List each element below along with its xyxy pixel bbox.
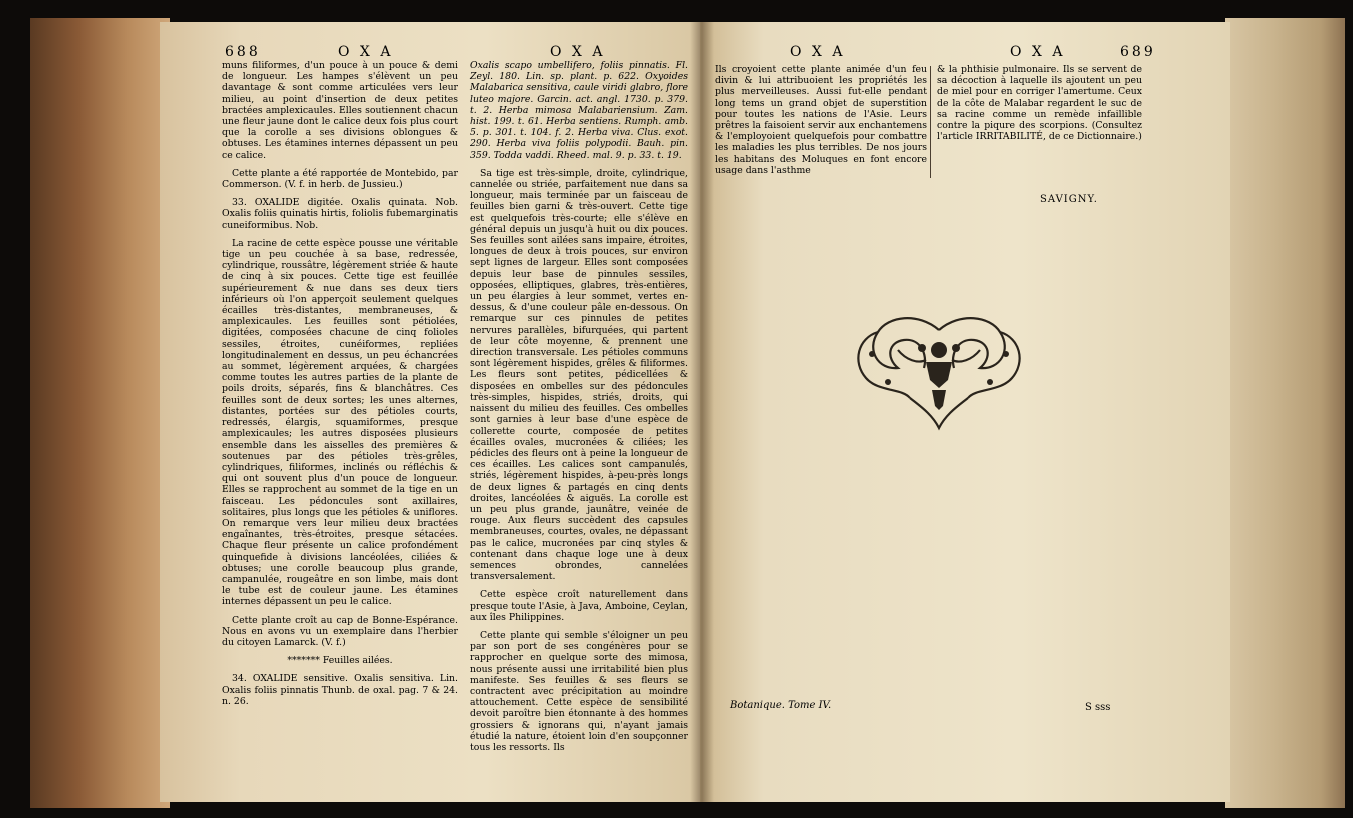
left-page-edges — [30, 18, 170, 808]
right-running-head-1: O X A — [790, 44, 846, 60]
paragraph: Cette plante qui semble s'éloigner un peu par son port de ses congénères pour se rapprocher en quelque sorte des mimosa, nous présente aussi une irritabilité bien plus manifeste. Ses feuilles & ses fleurs se contractent avec précipitation au moindre attouchement. Cette espèce de sensibilité devoit paroître bien étonnante à des hommes grossiers & ignorans qui, n'ayant jamais étudié la nature, étoient loin d'en soupçonner tous les ressorts. Ils — [470, 629, 688, 753]
paragraph: Cette plante a été rapportée de Montebido, par Commerson. (V. f. in herb. de Jussieu.) — [222, 167, 458, 191]
paragraph: Cette plante croît au cap de Bonne-Espérance. Nous en avons vu un exemplaire dans l'herbier du citoyen Lamarck. (V. f.) — [222, 614, 458, 648]
paragraph: Cette espèce croît naturellement dans presque toute l'Asie, à Java, Amboine, Ceylan, aux îles Philippines. — [470, 589, 688, 623]
right-page-column-1 — [715, 64, 927, 183]
paragraph: 33. OXALIDE digitée. Oxalis quinata. Nob. Oxalis foliis quinatis hirtis, foliolis fubemarginatis cuneiformibus. Nob. — [222, 197, 458, 231]
footer-signature-mark: S sss — [1085, 702, 1111, 713]
left-running-head-1: O X A — [338, 44, 394, 60]
section-heading: ******* Feuilles ailées. — [287, 655, 393, 667]
right-page-column-2 — [937, 64, 1142, 149]
left-running-head-2: O X A — [550, 44, 606, 60]
book-gutter — [690, 22, 714, 802]
paragraph: & la phthisie pulmonaire. Ils se servent de sa décoction à laquelle ils ajoutent un peu de miel pour en corriger l'amertume. Ceux de la côte de Malabar regardent le suc de sa racine comme un remède infaillible contre la piqure des scorpions. (Consultez l'article IRRITABILITÉ, de ce Dictionnaire.) — [937, 64, 1142, 143]
paragraph: Oxalis scapo umbellifero, foliis pinnatis. Fl. Zeyl. 180. Lin. sp. plant. p. 622. Oxyoides Malabarica sensitiva, caule viridi glabro, flore luteo majore. Garcin. act. angl. 1730. p. 379. t. 2. Herba mimosa Malabariensium. Zam. hist. 199. t. 61. Herba sentiens. Rumph. amb. 5. p. 301. t. 104. f. 2. Herba viva. Clus. exot. 290. Herba viva foliis polypodii. Bauh. pin. 359. Todda vaddi. Rheed. mal. 9. p. 33. t. 19. — [470, 60, 688, 161]
fleuron-ornament-icon — [848, 310, 1030, 432]
paragraph: Ils croyoient cette plante animée d'un feu divin & lui attribuoient les propriétés les plus merveilleuses. Aussi fut-elle pendant long tems un grand objet de superstition pour toutes les nations de l'Asie. Leurs prêtres la faisoient servir aux enchantemens & l'employoient quelquefois pour combattre les maladies les plus terribles. De nos jours les habitans des Moluques en font encore usage dans l'asthme — [715, 64, 927, 176]
right-running-head-2: O X A — [1010, 44, 1066, 60]
right-page-number: 689 — [1120, 44, 1156, 60]
column-rule — [930, 66, 931, 178]
footer-volume: Botanique. Tome IV. — [730, 700, 832, 711]
left-page-number: 688 — [225, 44, 261, 60]
left-page-column-2 — [470, 60, 688, 760]
paragraph: 34. OXALIDE sensitive. Oxalis sensitiva. Lin. Oxalis foliis pinnatis Thunb. de oxal. pag. 7 & 24. n. 26. — [222, 673, 458, 707]
left-page-column-1 — [222, 60, 458, 714]
right-page-edges — [1225, 18, 1345, 808]
paragraph: La racine de cette espèce pousse une véritable tige un peu couchée à sa base, redressée, cylindrique, roussâtre, légèrement striée & haute de cinq à six pouces. Cette tige est feuillée supérieurement & nue dans ses deux tiers inférieurs où l'on apperçoit seulement quelques écailles très-distantes, membraneuses, & amplexicaules. Les feuilles sont pétiolées, digitées, composées chacune de cinq folioles sessiles, étroites, cunéiformes, repliées longitudinalement en dessus, un peu échancrées au sommet, légèrement arquées, & chargées comme toutes les autres parties de la plante de poils droits, séparés, fins & blanchâtres. Ces feuilles sont de deux sortes; les unes alternes, distantes, portées sur des pétioles courts, redressés, élargis, squamiformes, presque amplexicaules; les autres disposées plusieurs ensemble dans les aisselles des premières & soutenues par des pétioles très-grêles, cylindriques, filiformes, inclinés ou réfléchis & qui ont souvent plus d'un pouce de longueur. Elles se rapprochent au sommet de la tige en un faisceau. Les pédoncules sont axillaires, solitaires, plus longs que les pétioles & uniflores. On remarque vers leur milieu deux bractées engaînantes, très-étroites, presque sétacées. Chaque fleur présente un calice profondément quinquefide à divisions lancéolées, ciliées & obtuses; une corolle beaucoup plus grande, campanulée, rougeâtre en son limbe, mais dont le tube est de couleur jaune. Les étamines internes dépassent un peu le calice. — [222, 237, 458, 608]
paragraph: muns filiformes, d'un pouce à un pouce & demi de longueur. Les hampes s'élèvent un peu davantage & sont comme articulées vers leur milieu, au point d'insertion de deux petites bractées amplexicaules. Elles soutiennent chacun une fleur jaune dont le calice deux fois plus court que la corolle a ses divisions oblongues & obtuses. Les étamines internes dépassent un peu ce calice. — [222, 60, 458, 161]
paragraph: Sa tige est très-simple, droite, cylindrique, cannelée ou striée, parfaitement nue dans sa longueur, mais terminée par un faisceau de feuilles bien garni & très-ouvert. Cette tige est quelquefois très-courte; elle s'élève en général depuis un jusqu'à huit ou dix pouces. Ses feuilles sont ailées sans impaire, étroites, longues de deux à trois pouces, sur environ sept lignes de largeur. Elles sont composées depuis leur base de pinnules sessiles, opposées, elliptiques, glabres, très-entières, un peu élargies à leur sommet, vertes en-dessus, & d'une couleur pâle en-dessous. On remarque sur ces pinnules de petites nervures parallèles, bifurquées, qui partent de leur côte moyenne, & prennent une direction transversale. Les pétioles communs sont légèrement hispides, grêles & filiformes. Les fleurs sont petites, pédicellées & disposées en ombelles sur des pédoncules très-simples, hispides, striés, droits, qui naissent du milieu des feuilles. Ces ombelles sont garnies à leur base d'une espèce de collerette courte, composée de petites écailles ovales, mucronées & ciliées; les pédicles des fleurs ont à peine la longueur de ces écailles. Les calices sont campanulés, striés, légèrement hispides, à-peu-près longs de deux lignes & partagés en cinq dents droites, lancéolées & aiguës. La corolle est un peu plus grande, jaunâtre, veinée de rouge. Aux fleurs succèdent des capsules membraneuses, courtes, ovales, ne dépassant pas le calice, mucronées par cinq styles & contenant dans chaque loge une à deux semences obrondes, cannelées transversalement. — [470, 167, 688, 583]
author-signature: SAVIGNY. — [1040, 194, 1098, 205]
